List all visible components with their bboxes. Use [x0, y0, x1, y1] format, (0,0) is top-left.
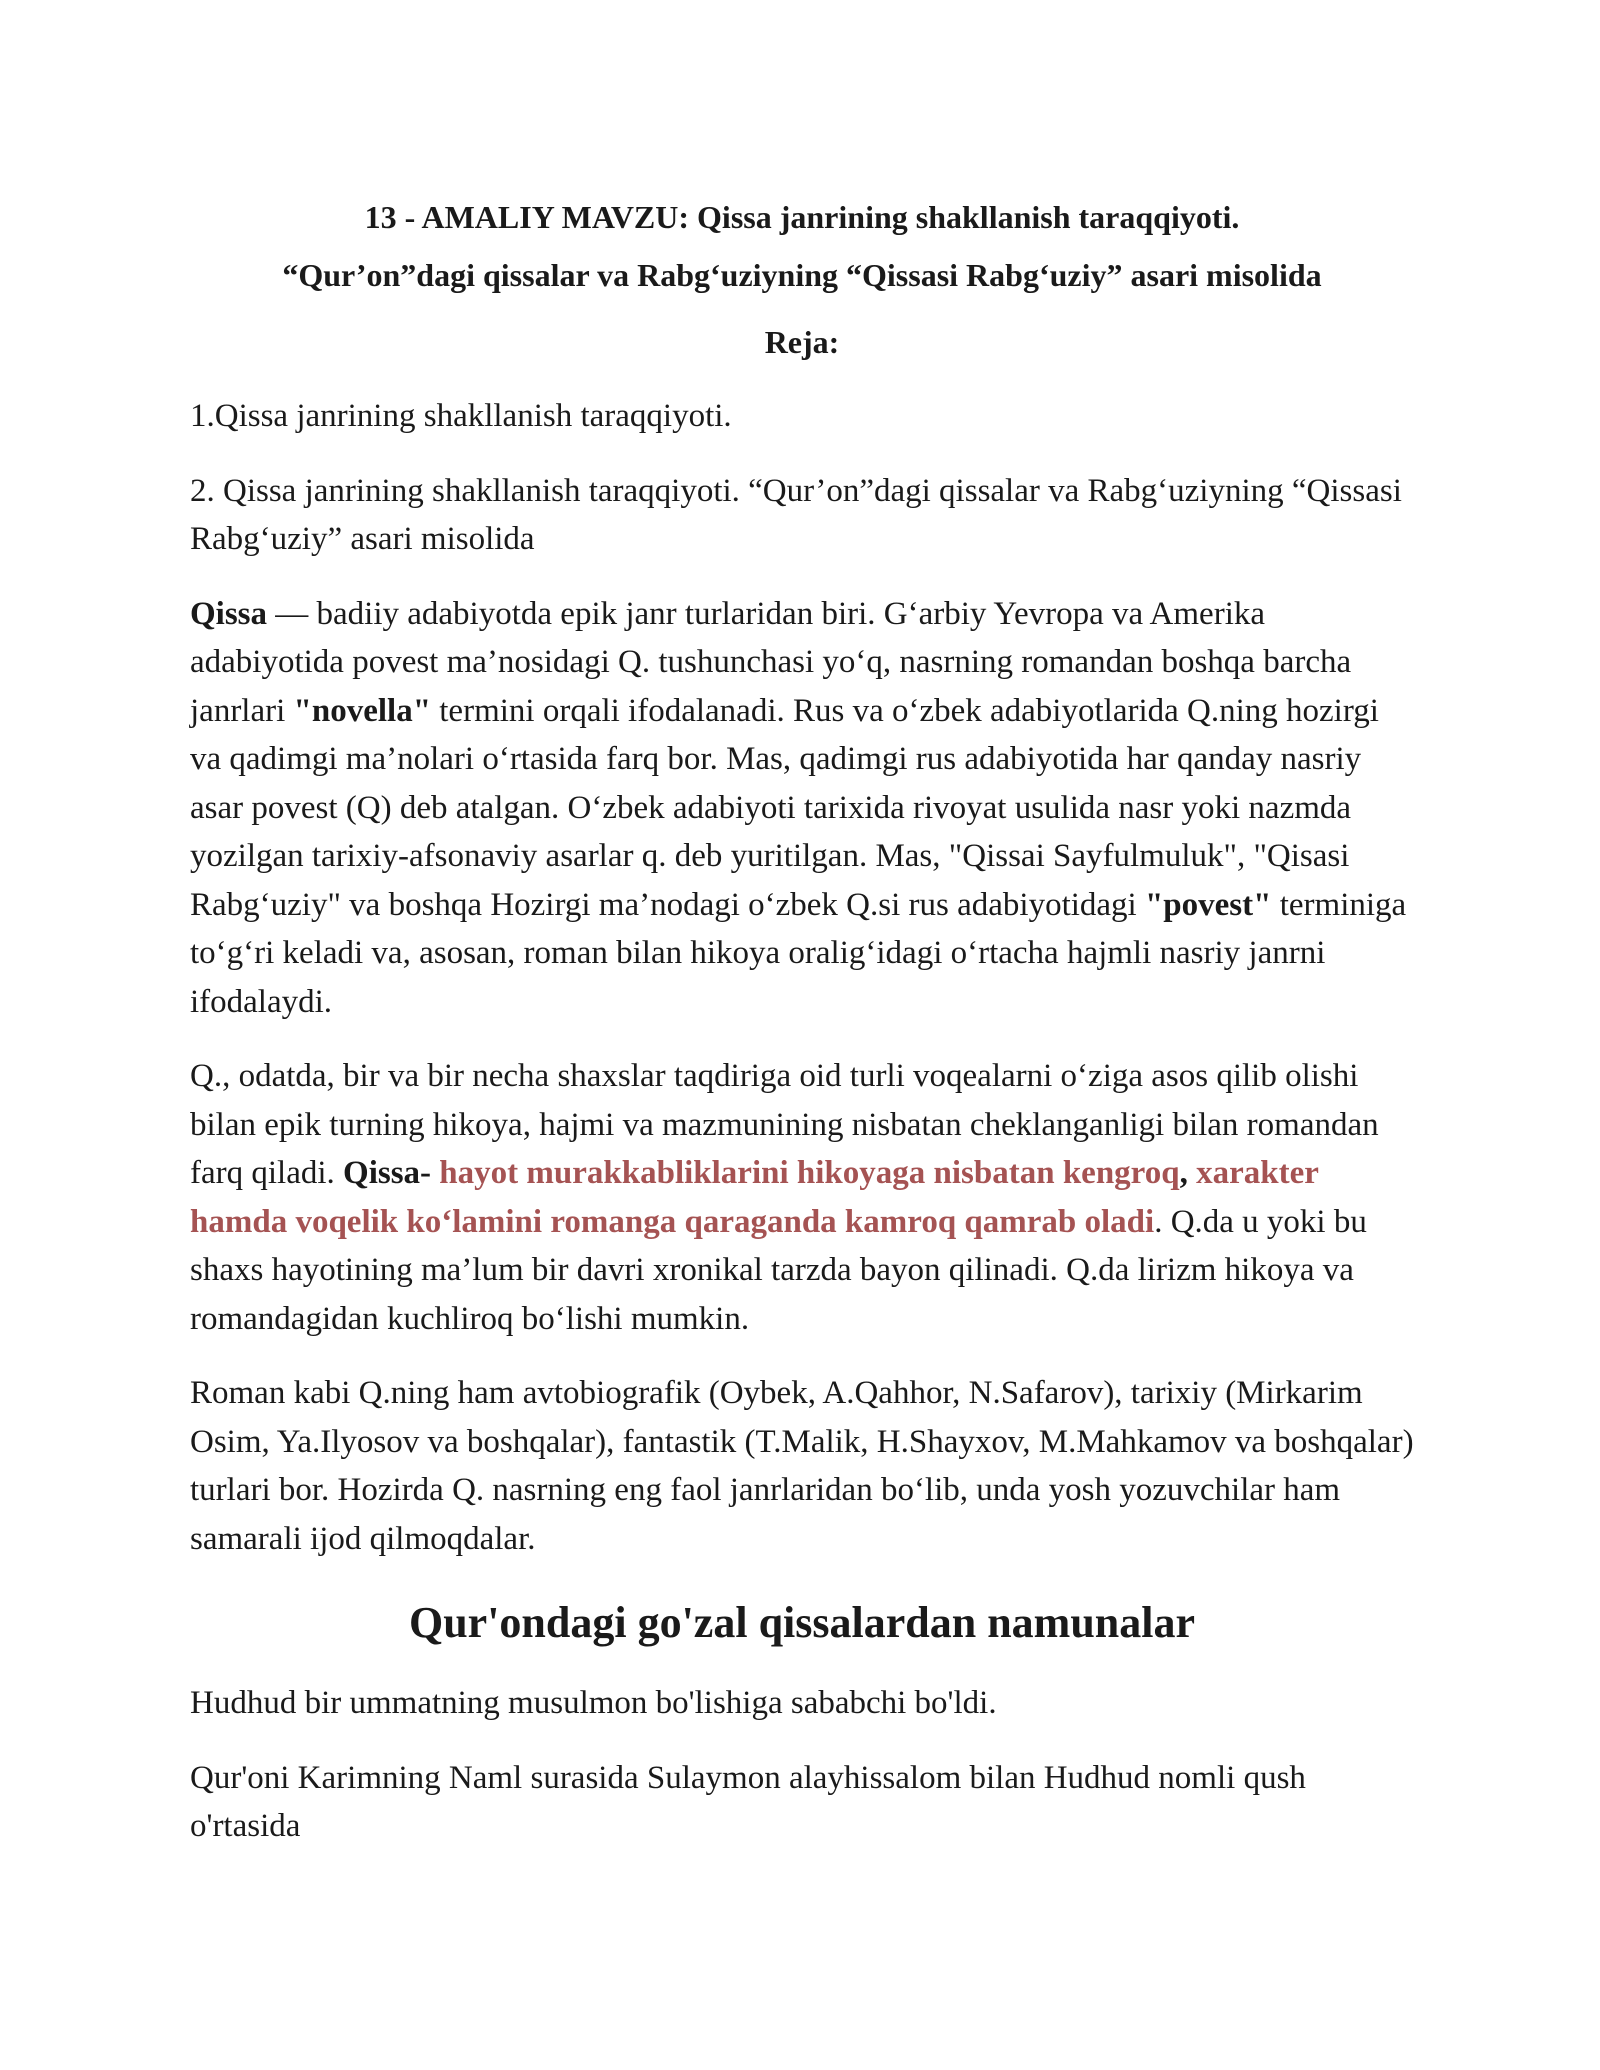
highlight-text-2: xarakter hamda voqelik ko‘lamini romanga qaraganda kamroq qamrab oladi — [190, 1155, 1319, 1240]
paragraph-text: Q., odatda, bir va bir necha shaxslar taqdiriga oid turli voqealarni o‘ziga asos qilib olishi bilan epik turning hikoya, hajmi va mazmunining nisbatan cheklanganligi bilan romandan farq qiladi. — [190, 1058, 1379, 1191]
paragraph-naml: Qur'oni Karimning Naml surasida Sulaymon alayhissalom bilan Hudhud nomli qush o'rtasida — [190, 1759, 1306, 1844]
plan-item-2: 2. Qissa janrining shakllanish taraqqiyoti. “Qur’on”dagi qissalar va Rabg‘uziyning “Qissasi Rabg‘uziy” asari misolida — [190, 472, 1402, 557]
highlight-comma: , — [1179, 1155, 1188, 1191]
term-qissa: Qissa — [190, 595, 268, 632]
plan-item-1: 1.Qissa janrining shakllanish taraqqiyoti. — [190, 398, 732, 434]
term-povest: "povest" — [1144, 886, 1272, 923]
paragraph-characteristics — [190, 1052, 1414, 1343]
title-line-1: 13 - AMALIY MAVZU: Qissa janrining shakllanish taraqqiyoti. — [364, 199, 1240, 235]
paragraph-hudhud: Hudhud bir ummatning musulmon bo'lishiga sababchi bo'ldi. — [190, 1685, 997, 1721]
term-qissa-dash: Qissa- — [343, 1155, 432, 1191]
paragraph-text: terminiga to‘g‘ri keladi va, asosan, roman bilan hikoya oralig‘idagi o‘rtacha hajmli nasriy janrni ifodalaydi. — [190, 886, 1407, 1020]
paragraph-text: . Q.da u yoki bu shaxs hayotining ma’lum bir davri xronikal tarzda bayon qilinadi. Q.da lirizm hikoya va romandagidan kuchliroq bo‘lishi mumkin. — [190, 1203, 1367, 1337]
paragraph-text: termini orqali ifodalanadi. Rus va o‘zbek adabiyotlarida Q.ning hozirgi va qadimgi ma’nolari o‘rtasida farq bor. Mas, qadimgi rus adabiyotida har qanday nasriy asar povest (Q) deb atalgan. O‘zbek adabiyoti tarixida rivoyat usulida nasr yoki nazmda yozilgan tarixiy-afsonaviy asarlar q. deb yuritilgan. Mas, "Qissai Sayfulmuluk", "Qisasi Rabg‘uziy" va boshqa Hozirgi ma’nodagi o‘zbek Q.si rus adabiyotidagi — [190, 692, 1379, 923]
document-page — [190, 188, 1414, 1851]
highlight-text-1: hayot murakkabliklarini hikoyaga nisbatan kengroq — [431, 1155, 1180, 1191]
paragraph-definition — [190, 590, 1414, 1027]
term-novella: "novella" — [293, 692, 432, 729]
title-line-2: “Qur’on”dagi qissalar va Rabg‘uziyning “Qissasi Rabg‘uziy” asari misolida — [282, 257, 1322, 293]
paragraph-types: Roman kabi Q.ning ham avtobiografik (Oybek, A.Qahhor, N.Safarov), tarixiy (Mirkarim Osim, Ya.Ilyosov va boshqalar), fantastik (T.Malik, H.Shayxov, M.Mahkamov va boshqalar) turlari bor. Hozirda Q. nasrning eng faol janrlaridan bo‘lib, unda yosh yozuvchilar ham samarali ijod qilmoqdalar. — [190, 1375, 1414, 1557]
plan-heading: Reja: — [764, 324, 840, 360]
document-title — [190, 188, 1414, 304]
section-heading: Qur'ondagi go'zal qissalardan namunalar — [408, 1598, 1196, 1647]
paragraph-text: — badiiy adabiyotda epik janr turlaridan biri. G‘arbiy Yevropa va Amerika adabiyotida povest ma’nosidagi Q. tushunchasi yo‘q, nasrning romandan boshqa barcha janrlari — [190, 595, 1352, 729]
